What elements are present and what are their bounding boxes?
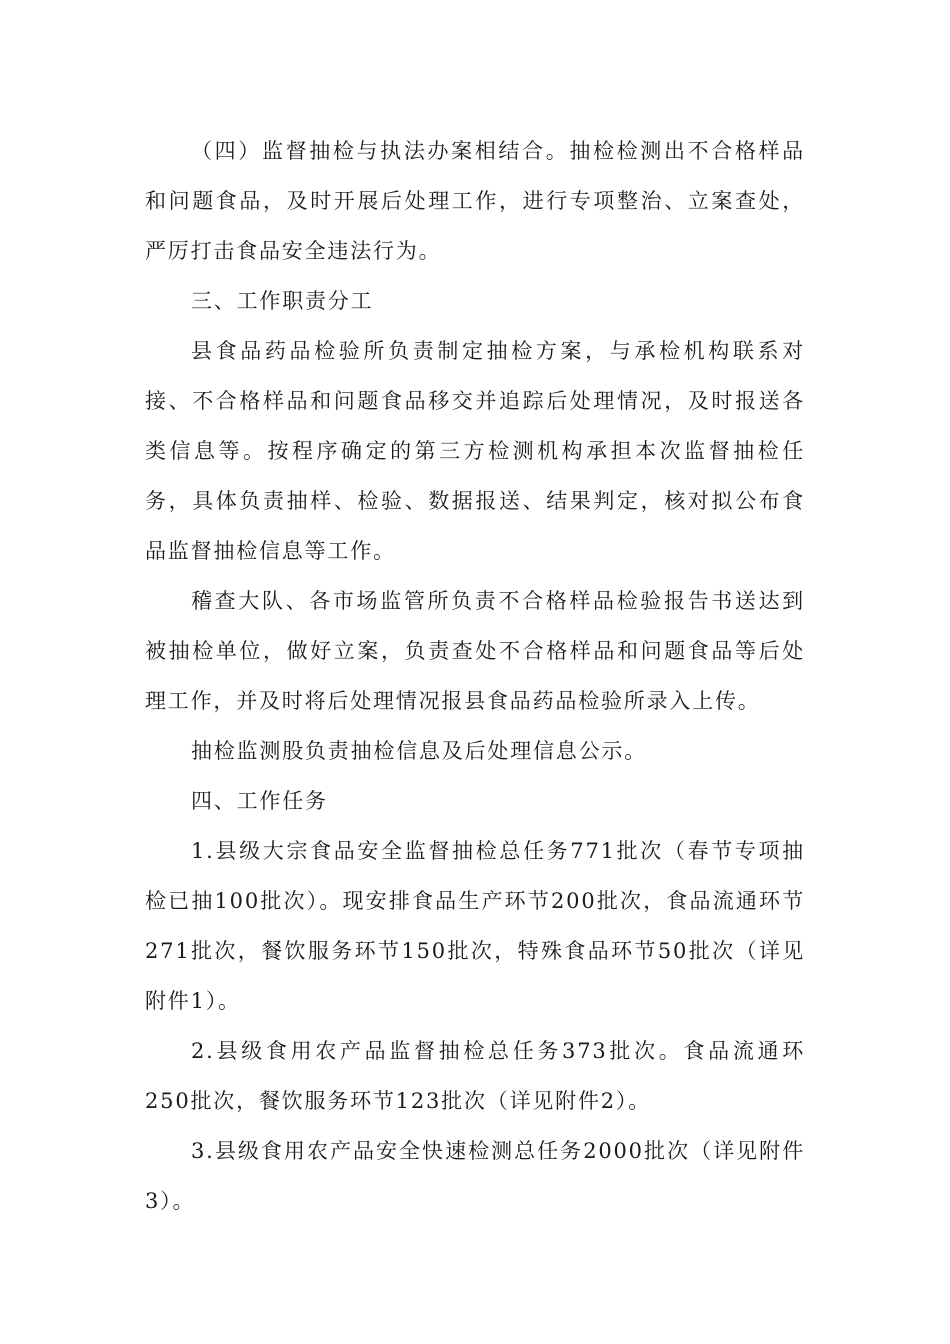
paragraph-task-3: 3.县级食用农产品安全快速检测总任务2000批次（详见附件3）。 bbox=[145, 1139, 805, 1213]
document-body bbox=[145, 126, 805, 1226]
section-heading-responsibilities: 三、工作职责分工 bbox=[191, 289, 374, 313]
paragraph-task-2: 2.县级食用农产品监督抽检总任务373批次。食品流通环250批次，餐饮服务环节123批次（详见附件2）。 bbox=[145, 1039, 805, 1113]
paragraph-inspection-brigade: 稽查大队、各市场监管所负责不合格样品检验报告书送达到被抽检单位，做好立案，负责查处不合格样品和问题食品等后处理工作，并及时将后处理情况报县食品药品检验所录入上传。 bbox=[145, 589, 805, 713]
section-heading-tasks: 四、工作任务 bbox=[191, 789, 328, 813]
paragraph-task-1: 1.县级大宗食品安全监督抽检总任务771批次（春节专项抽检已抽100批次）。现安排食品生产环节200批次，食品流通环节271批次，餐饮服务环节150批次，特殊食品环节50批次（详见附件1）。 bbox=[145, 839, 805, 1013]
paragraph-inspection-institute: 县食品药品检验所负责制定抽检方案，与承检机构联系对接、不合格样品和问题食品移交并追踪后处理情况，及时报送各类信息等。按程序确定的第三方检测机构承担本次监督抽检任务，具体负责抽样、检验、数据报送、结果判定，核对拟公布食品监督抽检信息等工作。 bbox=[145, 339, 805, 563]
paragraph-supervision-enforcement: （四）监督抽检与执法办案相结合。抽检检测出不合格样品和问题食品，及时开展后处理工作，进行专项整治、立案查处，严厉打击食品安全违法行为。 bbox=[145, 139, 805, 263]
paragraph-monitoring-unit: 抽检监测股负责抽检信息及后处理信息公示。 bbox=[191, 739, 647, 763]
